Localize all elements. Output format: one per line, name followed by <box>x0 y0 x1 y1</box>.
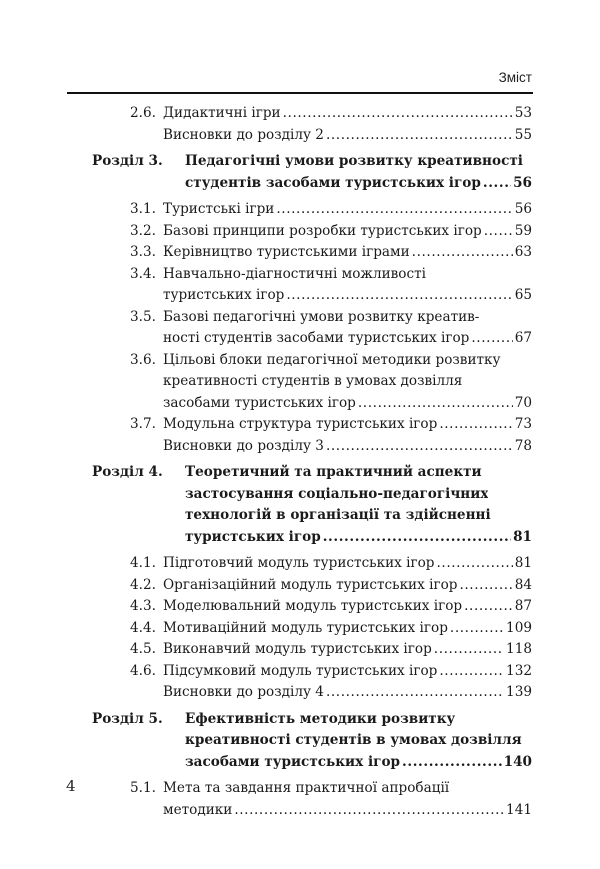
dot-leader <box>483 173 511 195</box>
toc-line <box>0 436 600 458</box>
toc-entry-title: Висновки до розділу 4 <box>163 684 324 700</box>
toc-page-number: 59 <box>514 222 532 239</box>
toc-entry-title: методики <box>163 801 233 818</box>
toc-line <box>0 125 600 147</box>
toc-entry-title: Підсумковий модуль туристських ігор <box>163 662 438 679</box>
toc-line <box>0 661 600 683</box>
toc-line <box>0 778 600 800</box>
toc-entry-title: Цільові блоки педагогічної методики розвитку <box>163 351 501 368</box>
dot-leader <box>323 527 511 549</box>
toc-page-number: 55 <box>514 126 532 143</box>
toc-line <box>0 462 600 484</box>
toc-line <box>0 151 600 173</box>
toc-entry-number: 3.7. <box>130 416 156 432</box>
toc-entry-title: креативності студентів в умовах дозвілля <box>163 373 463 389</box>
toc-line <box>0 752 600 774</box>
table-of-contents <box>0 103 600 821</box>
toc-entry-title: Висновки до розділу 3 <box>163 437 324 454</box>
toc-line <box>0 618 600 640</box>
toc-line <box>0 414 600 436</box>
toc-entry-title: технологій в організації та здійсненні <box>185 507 491 523</box>
toc-line <box>0 242 600 264</box>
toc-line <box>0 682 600 704</box>
toc-entry-title: Базові принципи розробки туристських ігор <box>163 222 482 239</box>
toc-entry-title: ності студентів засобами туристських ігор <box>163 330 470 346</box>
toc-entry-title: Керівництво туристськими іграми <box>163 244 410 260</box>
toc-entry-title: Базові педагогічні умови розвитку креатив- <box>163 308 480 325</box>
toc-section-entry <box>0 661 600 683</box>
toc-page-number: 118 <box>506 641 532 657</box>
toc-entry-title: Мотиваційний модуль туристських ігор <box>163 619 448 636</box>
page-number: 4 <box>66 777 76 795</box>
toc-page-number: 87 <box>514 598 532 614</box>
toc-line <box>0 527 600 549</box>
toc-section-entry <box>0 103 600 125</box>
toc-page-number: 73 <box>514 416 532 432</box>
dot-leader <box>283 103 513 125</box>
toc-line <box>0 596 600 618</box>
toc-section-entry <box>0 414 600 436</box>
toc-section-entry <box>0 350 600 415</box>
running-head: Зміст <box>498 70 532 85</box>
toc-entry-number: 3.4. <box>130 265 156 282</box>
toc-entry-title: Навчально-діагностичні можливості <box>163 265 426 282</box>
dot-leader <box>326 682 504 704</box>
toc-page-number: 65 <box>514 287 532 303</box>
toc-entry-title: Організаційний модуль туристських ігор <box>163 576 458 593</box>
toc-line <box>0 800 600 822</box>
toc-line <box>0 328 600 350</box>
toc-entry-number: 3.2. <box>130 222 156 239</box>
dot-leader <box>326 125 513 147</box>
toc-line <box>0 709 600 731</box>
toc-line <box>0 639 600 661</box>
toc-page-number: 84 <box>514 576 532 593</box>
toc-entry-title: Підготовчий модуль туристських ігор <box>163 555 435 571</box>
toc-entry-title: Модульна структура туристських ігор <box>163 416 438 432</box>
dot-leader <box>412 242 513 264</box>
toc-page-number: 139 <box>506 684 532 700</box>
toc-page-number: 81 <box>513 528 532 545</box>
dot-leader <box>276 199 512 221</box>
toc-chapter-entry <box>0 462 600 548</box>
dot-leader <box>439 661 504 683</box>
toc-entry-title: Висновки до розділу 2 <box>163 126 324 143</box>
dot-leader <box>434 639 504 661</box>
toc-page-number: 81 <box>514 555 532 571</box>
toc-chapter-entry <box>0 151 600 194</box>
toc-entry-number: 2.6. <box>130 105 156 121</box>
dot-leader <box>436 553 512 575</box>
toc-line <box>0 505 600 527</box>
toc-entry-number: 4.4. <box>130 619 156 636</box>
toc-entry-title: туристських ігор <box>185 528 321 545</box>
toc-page-number: 53 <box>514 105 532 121</box>
toc-entry-number: Розділ 3. <box>92 153 163 169</box>
toc-section-entry <box>0 221 600 243</box>
toc-page-number: 78 <box>514 437 532 454</box>
toc-page-number: 141 <box>506 801 532 818</box>
toc-entry-number: 3.5. <box>130 308 156 325</box>
toc-line <box>0 173 600 195</box>
header-rule <box>67 92 533 94</box>
toc-page-number: 132 <box>506 662 532 679</box>
toc-line <box>0 350 600 372</box>
toc-page-number: 63 <box>514 244 532 260</box>
toc-chapter-entry <box>0 709 600 774</box>
toc-page-number: 67 <box>514 330 532 346</box>
toc-page-number: 56 <box>513 174 532 191</box>
toc-line <box>0 264 600 286</box>
toc-entry-title: креативності студентів в умовах дозвілля <box>185 732 522 748</box>
toc-section-entry <box>0 553 600 575</box>
toc-line <box>0 199 600 221</box>
toc-entry-number: Розділ 5. <box>92 710 163 727</box>
toc-section-entry <box>0 778 600 821</box>
toc-entry-number: 3.3. <box>130 244 156 260</box>
toc-entry-number: 4.1. <box>130 555 156 571</box>
toc-entry-number: 3.1. <box>130 201 156 217</box>
toc-line <box>0 307 600 329</box>
toc-page-number: 140 <box>503 753 532 770</box>
toc-entry-title: засобами туристських ігор <box>163 394 356 411</box>
dot-leader <box>464 596 513 618</box>
dot-leader <box>450 618 504 640</box>
dot-leader <box>439 414 512 436</box>
toc-conclusion-entry <box>0 682 600 704</box>
toc-entry-number: 4.6. <box>130 662 156 679</box>
dot-leader <box>286 285 512 307</box>
toc-line <box>0 221 600 243</box>
toc-section-entry <box>0 307 600 350</box>
toc-entry-number: 4.2. <box>130 576 156 593</box>
toc-entry-title: Моделювальний модуль туристських ігор <box>163 598 463 614</box>
toc-section-entry <box>0 639 600 661</box>
toc-entry-title: застосування соціально-педагогічних <box>185 485 489 502</box>
toc-section-entry <box>0 199 600 221</box>
toc-line <box>0 484 600 506</box>
toc-entry-number: 5.1. <box>130 780 156 796</box>
toc-entry-title: Виконавчий модуль туристських ігор <box>163 641 432 657</box>
toc-entry-title: Дидактичні ігри <box>163 105 281 121</box>
dot-leader <box>484 221 513 243</box>
toc-conclusion-entry <box>0 436 600 458</box>
toc-line <box>0 575 600 597</box>
toc-section-entry <box>0 264 600 307</box>
dot-leader <box>326 436 513 458</box>
dot-leader <box>402 752 502 774</box>
toc-line <box>0 285 600 307</box>
toc-entry-title: Туристські ігри <box>163 201 275 217</box>
toc-entry-title: засобами туристських ігор <box>185 753 401 770</box>
toc-entry-title: студентів засобами туристських ігор <box>185 174 481 191</box>
toc-section-entry <box>0 242 600 264</box>
toc-entry-number: 3.6. <box>130 351 156 368</box>
toc-section-entry <box>0 618 600 640</box>
toc-entry-title: Ефективність методики розвитку <box>185 710 456 727</box>
dot-leader <box>358 393 513 415</box>
toc-entry-number: 4.3. <box>130 598 156 614</box>
toc-page-number: 56 <box>514 201 532 217</box>
toc-line <box>0 393 600 415</box>
toc-entry-title: Педагогічні умови розвитку креативності <box>185 153 523 169</box>
toc-line <box>0 730 600 752</box>
toc-conclusion-entry <box>0 125 600 147</box>
toc-entry-number: 4.5. <box>130 641 156 657</box>
dot-leader <box>459 575 512 597</box>
toc-line <box>0 371 600 393</box>
toc-section-entry <box>0 596 600 618</box>
toc-page-number: 109 <box>506 619 532 636</box>
toc-entry-number: Розділ 4. <box>92 464 163 480</box>
toc-entry-title: Мета та завдання практичної апробації <box>163 780 450 796</box>
toc-page-number: 70 <box>514 394 532 411</box>
dot-leader <box>234 800 504 822</box>
toc-line <box>0 103 600 125</box>
toc-entry-title: туристських ігор <box>163 287 285 303</box>
toc-line <box>0 553 600 575</box>
dot-leader <box>471 328 512 350</box>
toc-entry-title: Теоретичний та практичний аспекти <box>185 464 482 480</box>
toc-section-entry <box>0 575 600 597</box>
